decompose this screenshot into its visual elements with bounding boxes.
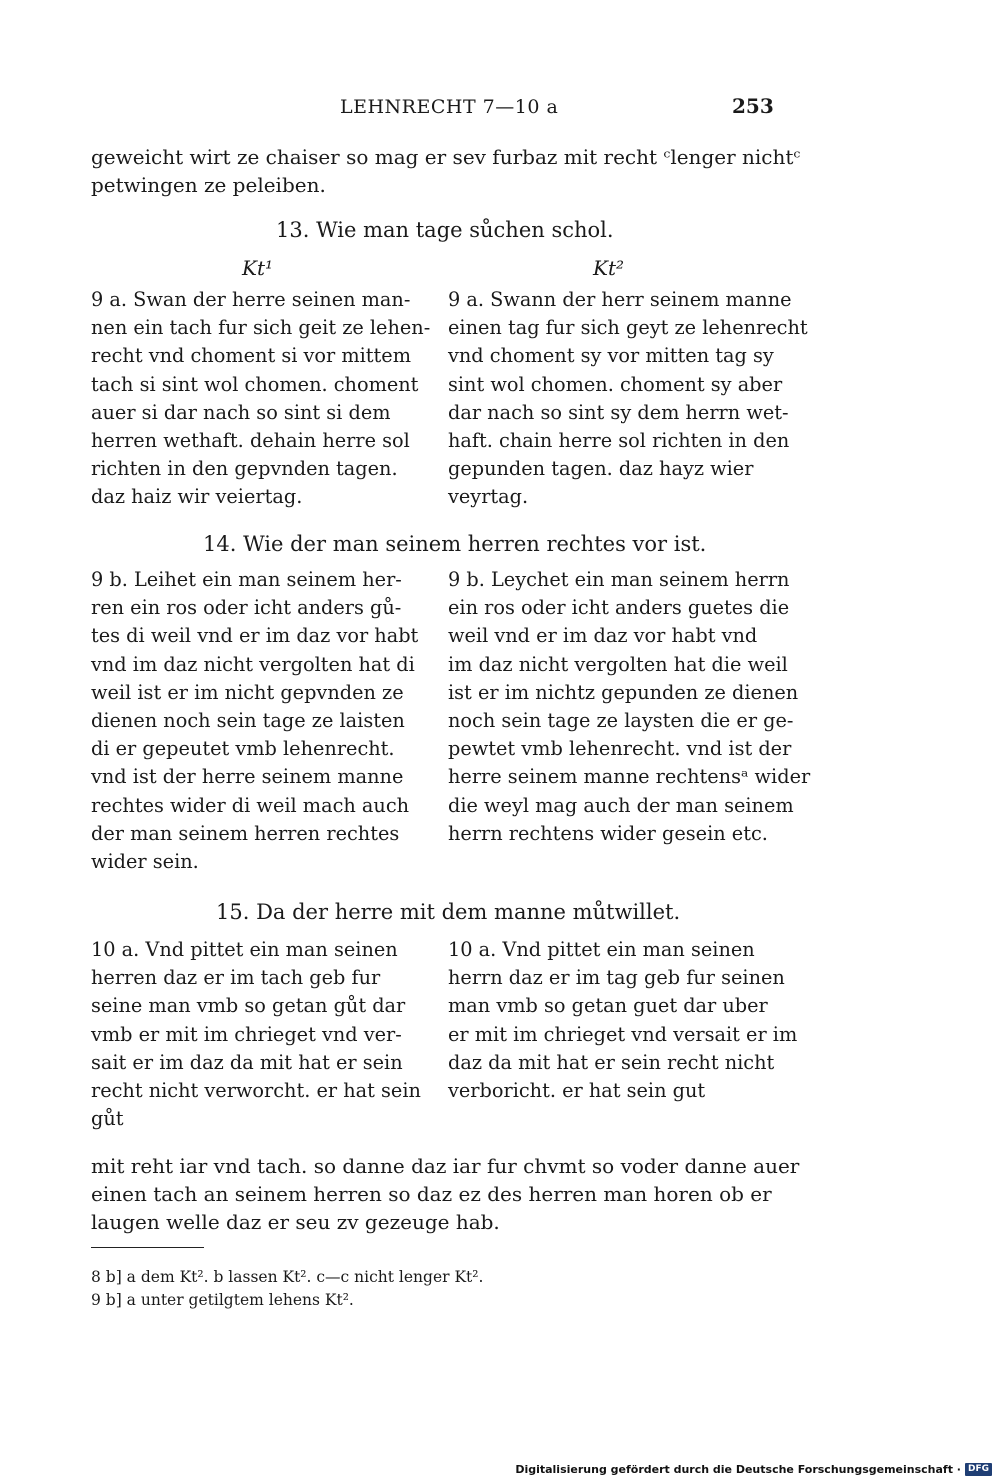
text-line: man vmb so getan guet dar uber xyxy=(448,994,768,1018)
text-line: recht vnd choment si vor mittem xyxy=(91,344,411,368)
text-line: herre seinem manne rechtensᵃ wider xyxy=(448,765,811,789)
text-line: ein ros oder icht anders guetes die xyxy=(448,596,790,620)
text-line: pewtet vmb lehenrecht. vnd ist der xyxy=(448,737,792,761)
text-line: 9 b. Leihet ein man seinem her- xyxy=(91,568,402,591)
text-line: im daz nicht vergolten hat die weil xyxy=(448,652,788,676)
text-line: er mit im chrieget vnd versait er im xyxy=(448,1022,798,1046)
footnote-rule xyxy=(91,1247,204,1248)
closing-line-1: mit reht iar vnd tach. so danne daz iar fur chvmt so voder danne auer xyxy=(91,1154,800,1178)
text-line: herren daz er im tach geb fur xyxy=(91,966,381,990)
text-line: gůt xyxy=(91,1107,124,1131)
text-line: der man seinem herren rechtes xyxy=(91,821,400,845)
page-number: 253 xyxy=(732,94,774,118)
text-line: veyrtag. xyxy=(448,485,529,509)
digitization-credit xyxy=(515,1463,992,1476)
text-line: tach si sint wol chomen. choment xyxy=(91,372,419,396)
text-line: daz haiz wir veiertag. xyxy=(91,485,303,509)
text-line: seine man vmb so getan gůt dar xyxy=(91,994,406,1018)
text-line: sint wol chomen. choment sy aber xyxy=(448,372,783,396)
text-line: vnd im daz nicht vergolten hat di xyxy=(91,652,415,676)
text-line: noch sein tage ze laysten die er ge- xyxy=(448,708,794,732)
text-line: 9 b. Leychet ein man seinem herrn xyxy=(448,568,790,591)
text-line: rechtes wider di weil mach auch xyxy=(91,793,410,817)
section-13-heading: 13. Wie man tage sůchen schol. xyxy=(276,218,614,242)
text-line: wider sein. xyxy=(91,849,199,873)
text-line: gepunden tagen. daz hayz wier xyxy=(448,457,754,481)
section-15-heading: 15. Da der herre mit dem manne můtwillet. xyxy=(216,900,681,924)
text-line: verboricht. er hat sein gut xyxy=(448,1078,706,1102)
text-line: ren ein ros oder icht anders gů- xyxy=(91,596,402,620)
closing-line-2: einen tach an seinem herren so daz ez des herren man horen ob er xyxy=(91,1182,772,1206)
text-line: sait er im daz da mit hat er sein xyxy=(91,1050,403,1074)
text-line: recht nicht verworcht. er hat sein xyxy=(91,1078,421,1102)
closing-line-3: laugen welle daz er seu zv gezeuge hab. xyxy=(91,1210,500,1234)
section-13-kt1-text xyxy=(91,286,430,512)
running-title: LEHNRECHT 7—10 a xyxy=(340,96,559,118)
text-line: vmb er mit im chrieget vnd ver- xyxy=(91,1022,402,1046)
text-line: weil vnd er im daz vor habt vnd xyxy=(448,624,758,648)
section-14-kt1-text xyxy=(91,566,418,876)
section-15-kt1-text xyxy=(91,936,421,1133)
text-line: 10 a. Vnd pittet ein man seinen xyxy=(91,938,398,961)
text-line: 10 a. Vnd pittet ein man seinen xyxy=(448,938,755,961)
text-line: 9 a. Swann der herr seinem manne xyxy=(448,288,792,311)
text-line: richten in den gepvnden tagen. xyxy=(91,457,398,481)
text-line: 9 a. Swan der herre seinen man- xyxy=(91,288,411,311)
text-line: daz da mit hat er sein recht nicht xyxy=(448,1050,775,1074)
footnote-8b: 8 b] a dem Kt². b lassen Kt². c—c nicht lenger Kt². xyxy=(91,1268,484,1286)
text-line: di er gepeutet vmb lehenrecht. xyxy=(91,737,395,761)
text-line: dienen noch sein tage ze laisten xyxy=(91,708,405,732)
text-line: einen tag fur sich geyt ze lehenrecht xyxy=(448,316,808,340)
credit-text: Digitalisierung gefördert durch die Deutsche Forschungsgemeinschaft · xyxy=(515,1463,961,1476)
text-line: vnd choment sy vor mitten tag sy xyxy=(448,344,774,368)
text-line: herrn rechtens wider gesein etc. xyxy=(448,821,768,845)
column-head-kt1: Kt¹ xyxy=(242,256,273,280)
text-line: weil ist er im nicht gepvnden ze xyxy=(91,680,404,704)
intro-line-2: petwingen ze peleiben. xyxy=(91,173,326,197)
text-line: nen ein tach fur sich geit ze lehen- xyxy=(91,316,431,340)
text-line: herrn daz er im tag geb fur seinen xyxy=(448,966,785,990)
text-line: tes di weil vnd er im daz vor habt xyxy=(91,624,419,648)
section-13-kt2-text xyxy=(448,286,808,512)
text-line: haft. chain herre sol richten in den xyxy=(448,428,790,452)
section-14-kt2-text xyxy=(448,566,810,848)
intro-line-1: geweicht wirt ze chaiser so mag er sev furbaz mit recht ᶜlenger nichtᶜ xyxy=(91,145,801,169)
dfg-logo-icon: DFG xyxy=(965,1463,992,1476)
text-line: dar nach so sint sy dem herrn wet- xyxy=(448,400,789,424)
column-head-kt2: Kt² xyxy=(593,256,624,280)
text-line: vnd ist der herre seinem manne xyxy=(91,765,404,789)
text-line: ist er im nichtz gepunden ze dienen xyxy=(448,680,799,704)
text-line: auer si dar nach so sint si dem xyxy=(91,400,391,424)
section-14-heading: 14. Wie der man seinem herren rechtes vor ist. xyxy=(203,532,707,556)
text-line: die weyl mag auch der man seinem xyxy=(448,793,794,817)
text-line: herren wethaft. dehain herre sol xyxy=(91,428,410,452)
section-15-kt2-text xyxy=(448,936,797,1105)
footnote-9b: 9 b] a unter getilgtem lehens Kt². xyxy=(91,1291,354,1309)
